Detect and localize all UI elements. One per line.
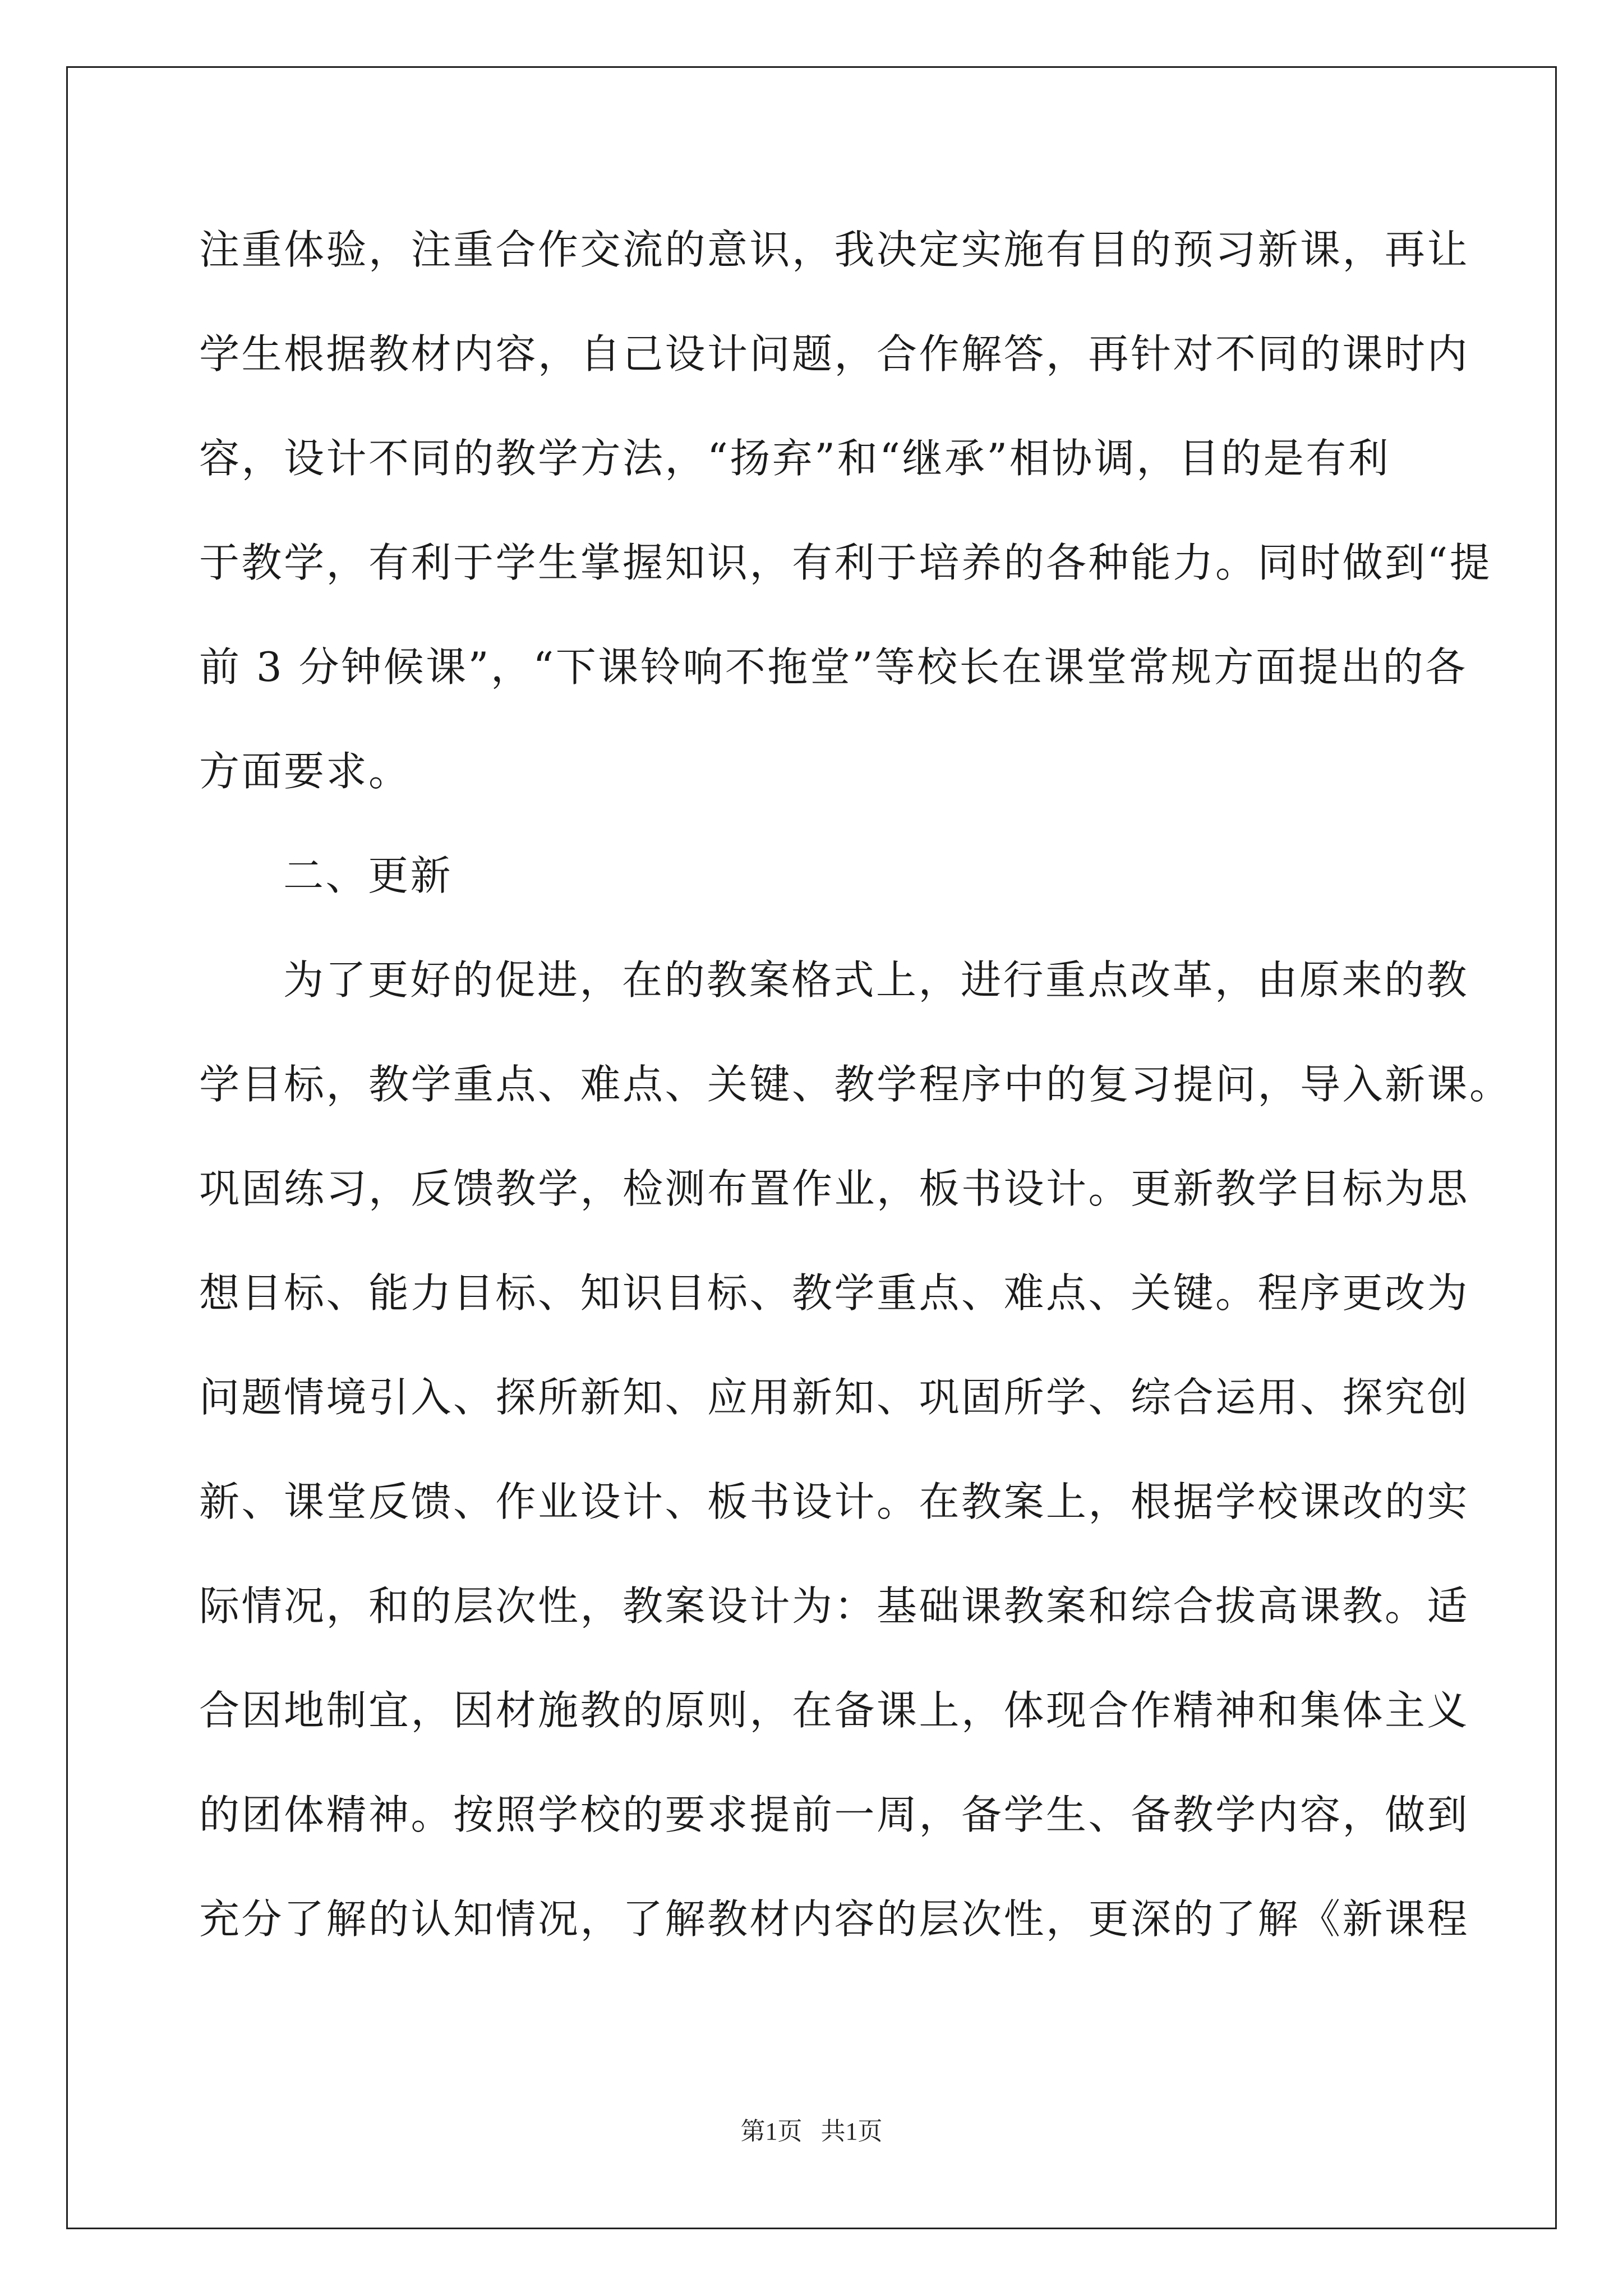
text-line: 的团体精神。按照学校的要求提前一周，备学生、备教学内容，做到 [199, 1791, 1470, 1838]
page-footer [0, 2115, 1623, 2148]
text-line: 方面要求。 [199, 748, 411, 795]
page-number: 第1页 [740, 2118, 803, 2145]
text-line: 二、更新 [283, 852, 453, 899]
text-line: 合因地制宜，因材施教的原则，在备课上，体现合作精神和集体主义 [199, 1687, 1470, 1734]
text-line: 问题情境引入、探所新知、应用新知、巩固所学、综合运用、探究创 [199, 1374, 1470, 1421]
text-line: 为了更好的促进，在的教案格式上，进行重点改革，由原来的教 [283, 956, 1469, 1004]
text-line: 充分了解的认知情况，了解教材内容的层次性，更深的了解《新课程 [199, 1895, 1470, 1943]
text-line: 注重体验，注重合作交流的意识，我决定实施有目的预习新课，再让 [199, 226, 1470, 273]
text-line: 巩固练习，反馈教学，检测布置作业，板书设计。更新教学目标为思 [199, 1165, 1470, 1212]
text-line: 新、课堂反馈、作业设计、板书设计。在教案上，根据学校课改的实 [199, 1478, 1470, 1525]
text-line: 容，设计不同的教学方法，“扬弃”和“继承”相协调，目的是有利 [199, 435, 1391, 482]
text-line: 于教学，有利于学生掌握知识，有利于培养的各种能力。同时做到“提 [199, 539, 1492, 586]
text-line: 学目标，教学重点、难点、关键、教学程序中的复习提问，导入新课。 [199, 1061, 1512, 1108]
text-line: 前 3 分钟候课”，“下课铃响不拖堂”等校长在课堂常规方面提出的各 [199, 643, 1468, 691]
text-line: 际情况，和的层次性，教案设计为：基础课教案和综合拔高课教。适 [199, 1582, 1470, 1630]
text-line: 学生根据教材内容，自己设计问题，合作解答，再针对不同的课时内 [199, 330, 1470, 378]
page-total: 共1页 [820, 2118, 883, 2145]
footer-gap [803, 2118, 821, 2145]
text-line: 想目标、能力目标、知识目标、教学重点、难点、关键。程序更改为 [199, 1269, 1470, 1317]
